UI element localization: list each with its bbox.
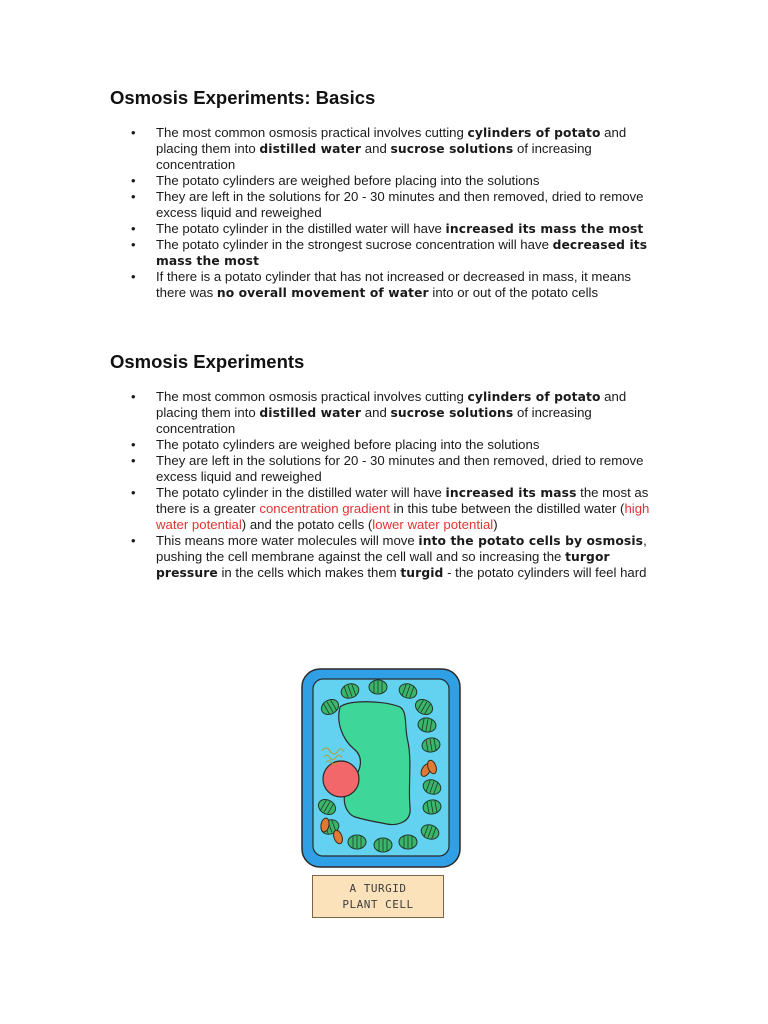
list-item: • The potato cylinder in the strongest sucrose concentration will have decreased its mass the most	[110, 237, 660, 269]
list-item: • The most common osmosis practical involves cutting cylinders of potato and placing them into distilled water and sucrose solutions of increasing concentration	[110, 125, 660, 173]
turgid-plant-cell-illustration	[300, 667, 462, 869]
figure-caption	[312, 875, 444, 918]
section-title-basics: Osmosis Experiments: Basics	[110, 87, 376, 108]
list-item: • They are left in the solutions for 20 - 30 minutes and then removed, dried to remove excess liquid and reweighed	[110, 453, 660, 485]
list-item: • This means more water molecules will move into the potato cells by osmosis, pushing the cell membrane against the cell wall and so increasing the turgor pressure in the cells which makes them turgid - the potato cylinders will feel hard	[110, 533, 660, 581]
list-item: • The potato cylinders are weighed before placing into the solutions	[110, 437, 660, 453]
list-item: • The most common osmosis practical involves cutting cylinders of potato and placing them into distilled water and sucrose solutions of increasing concentration	[110, 389, 660, 437]
list-item: • They are left in the solutions for 20 - 30 minutes and then removed, dried to remove excess liquid and reweighed	[110, 189, 660, 221]
chloroplast	[369, 680, 387, 694]
bullet-list-experiments	[110, 389, 660, 581]
nucleus	[323, 761, 359, 797]
list-item: • If there is a potato cylinder that has not increased or decreased in mass, it means there was no overall movement of water into or out of the potato cells	[110, 269, 660, 301]
chloroplast	[374, 838, 392, 852]
caption-line-1: A TURGID	[349, 881, 407, 895]
chloroplast	[399, 835, 417, 849]
section-title-experiments: Osmosis Experiments	[110, 351, 305, 372]
list-item: • The potato cylinders are weighed before placing into the solutions	[110, 173, 660, 189]
list-item: • The potato cylinder in the distilled water will have increased its mass the most as there is a greater concentration gradient in this tube between the distilled water (high water potential) and the potato cells (lower water potential)	[110, 485, 660, 533]
bullet-list-basics	[110, 125, 660, 301]
list-item: • The potato cylinder in the distilled water will have increased its mass the most	[110, 221, 660, 237]
chloroplast	[348, 835, 366, 849]
caption-line-2: PLANT CELL	[342, 897, 414, 911]
